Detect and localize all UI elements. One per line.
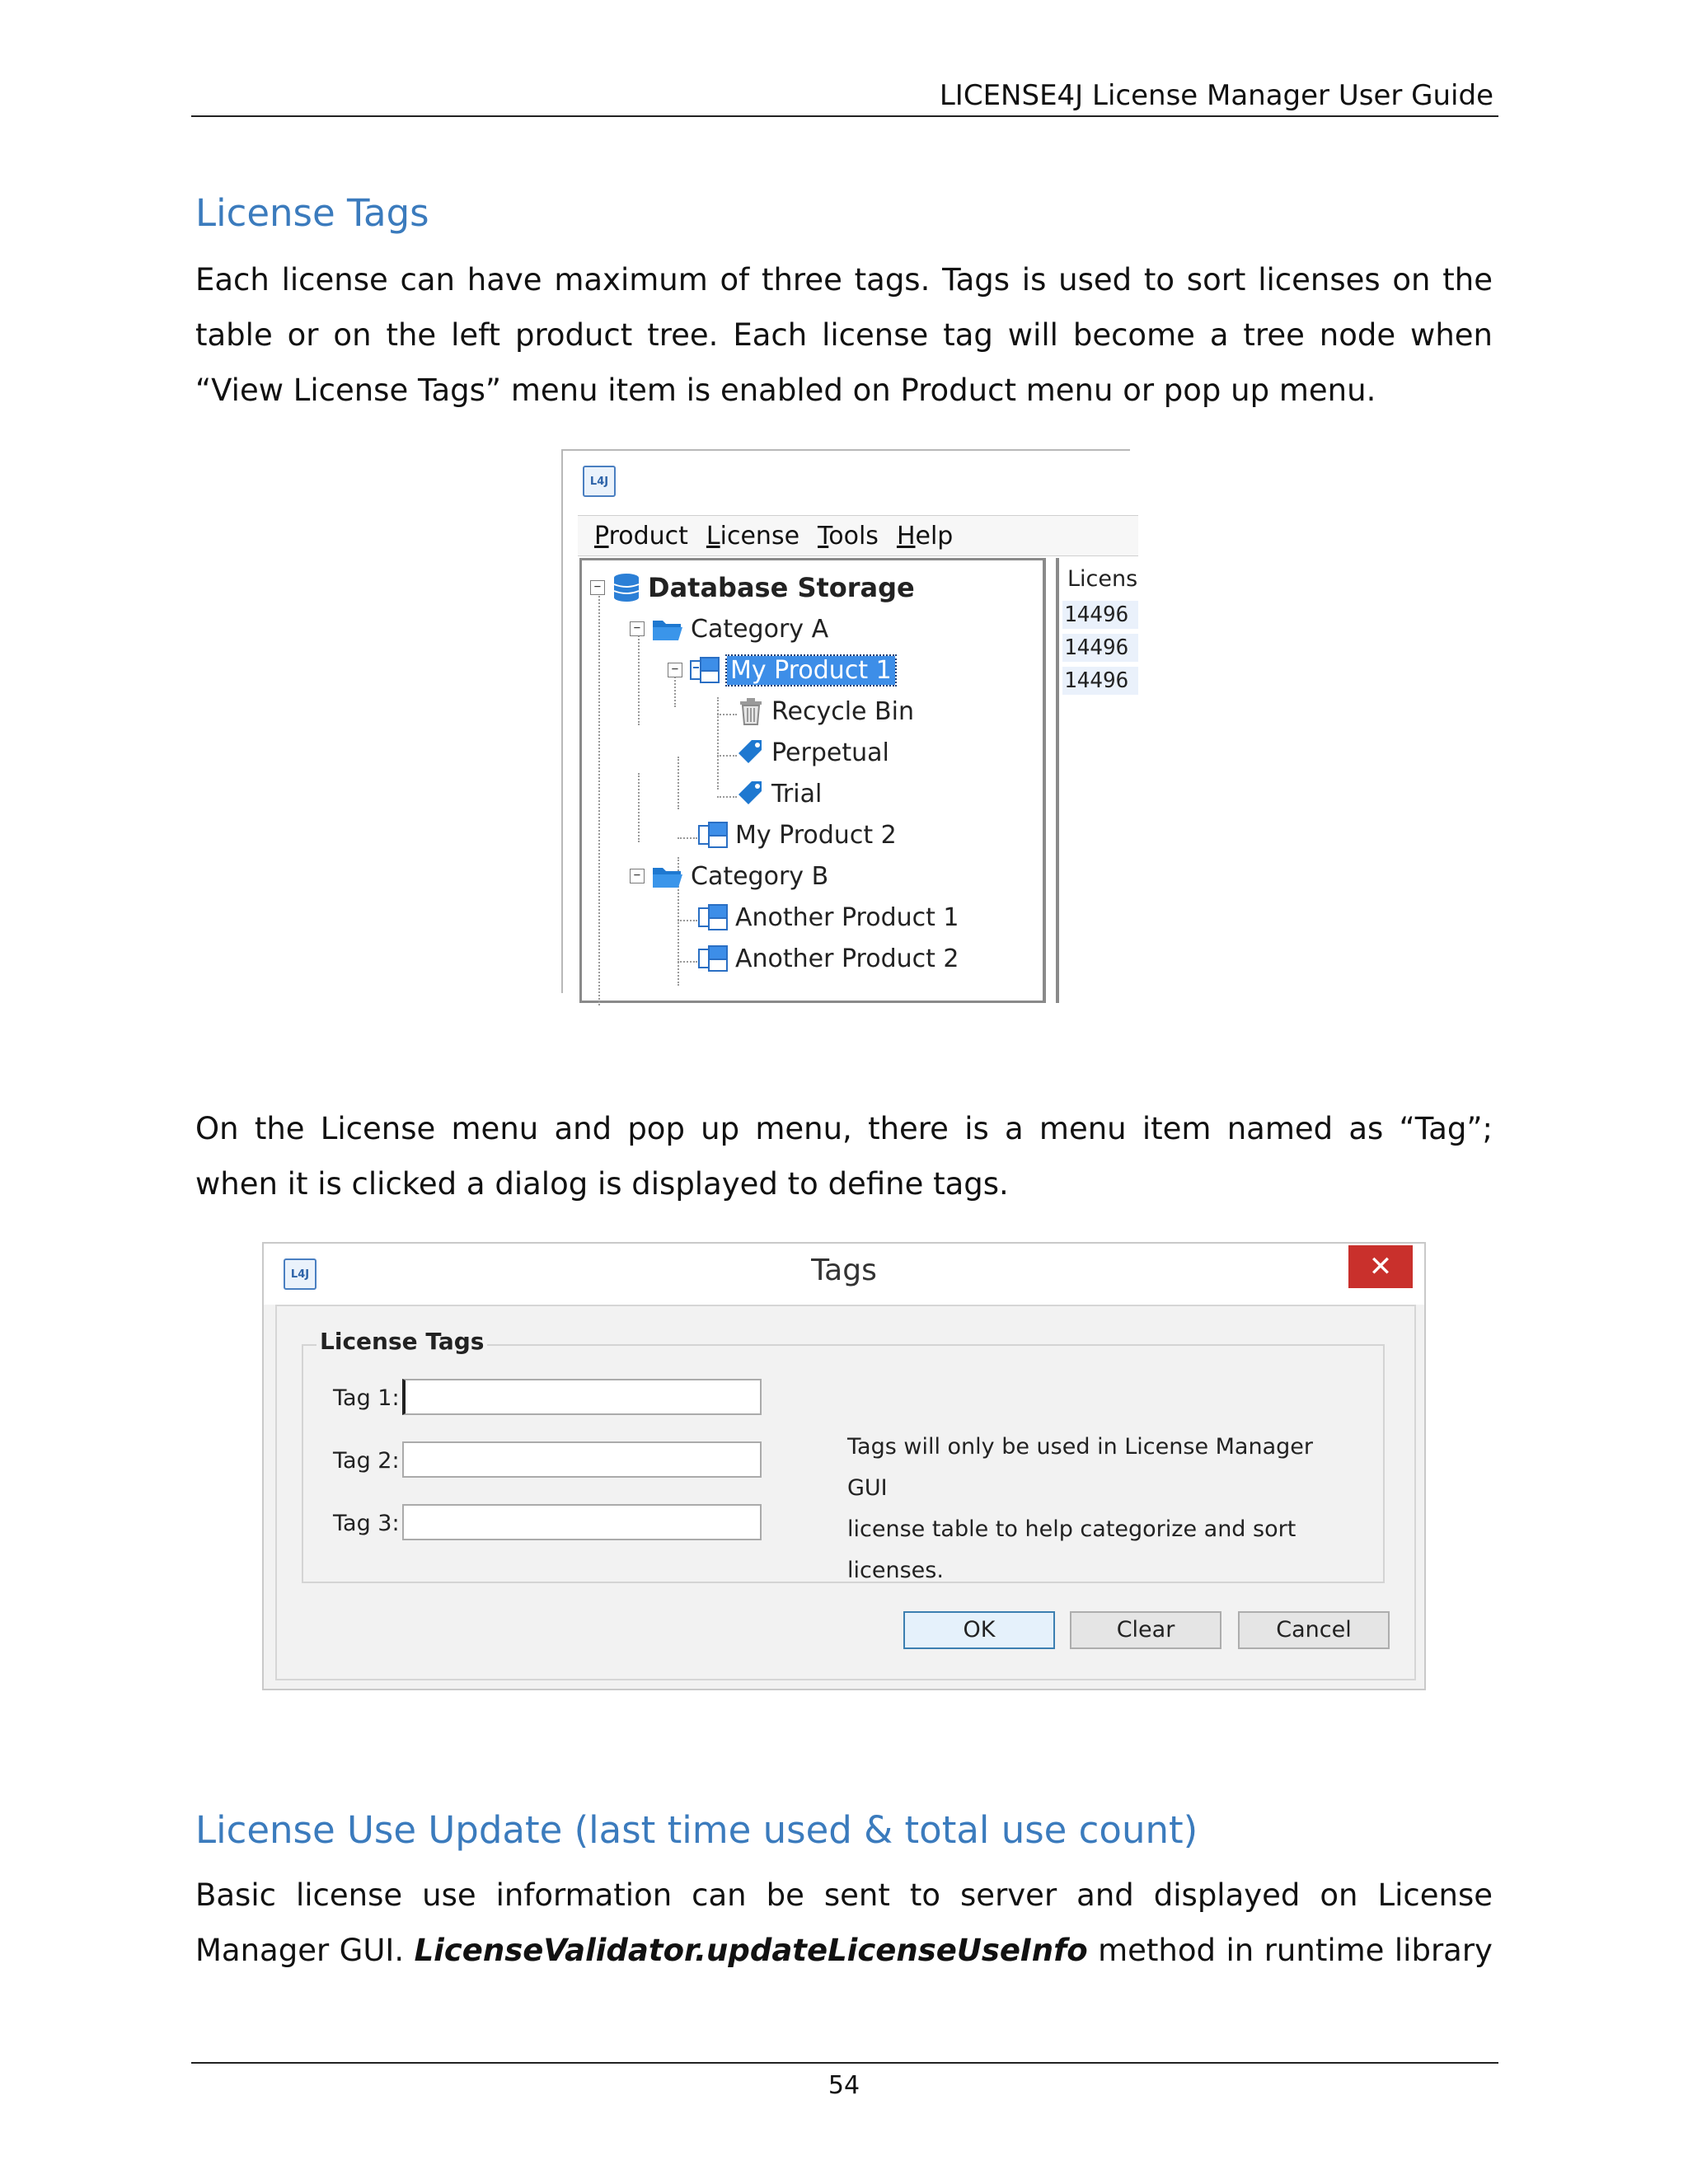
tree-connector — [678, 961, 697, 963]
tree-node-another-product-1[interactable] — [697, 898, 959, 936]
paragraph-line: “View License Tags” menu item is enabled on Product menu or pop up menu. — [195, 373, 1376, 408]
paragraph-line — [195, 1923, 1493, 1978]
code-method-name: LicenseValidator.updateLicenseUseInfo — [414, 1933, 1088, 1968]
paragraph-line: Each license can have maximum of three tags. Tags is used to sort licenses on the — [195, 262, 1493, 298]
collapse-icon[interactable]: − — [668, 663, 682, 677]
tree-node-label: Another Product 2 — [735, 944, 959, 973]
tree-connector — [598, 593, 600, 1005]
paragraph-tag-menu — [195, 1101, 1493, 1212]
tree-node-label: Another Product 1 — [735, 902, 959, 932]
tree-connector — [678, 757, 679, 809]
tag-icon — [737, 780, 765, 808]
paragraph-line: table or on the left product tree. Each license tag will become a tree node when — [195, 317, 1493, 353]
table-row[interactable]: 14496 — [1062, 601, 1138, 629]
clear-button[interactable]: Clear — [1070, 1611, 1221, 1649]
collapse-icon[interactable]: − — [590, 580, 605, 595]
page-number: 54 — [828, 2071, 860, 2100]
page-header-title: LICENSE4J License Manager User Guide — [939, 79, 1493, 112]
folder-open-icon — [651, 863, 684, 889]
dialog-title: Tags — [811, 1254, 877, 1287]
tag-icon — [737, 738, 765, 766]
paragraph-word: in — [1226, 1933, 1254, 1968]
paragraph-line: On the License menu and pop up menu, there is a menu item named as “Tag”; — [195, 1111, 1493, 1146]
help-line: license table to help categorize and sort licenses. — [847, 1516, 1296, 1583]
tag3-label: Tag 3: — [333, 1511, 400, 1536]
ok-button[interactable]: OK — [903, 1611, 1055, 1649]
recycle-bin-icon — [737, 696, 765, 726]
tree-node-label: Database Storage — [648, 572, 915, 603]
license-manager-screenshot — [561, 449, 1138, 993]
license-tags-group — [302, 1328, 1385, 1583]
table-row[interactable]: 14496 — [1062, 667, 1138, 695]
paragraph-line: when it is clicked a dialog is displayed to define tags. — [195, 1166, 1009, 1202]
table-row[interactable]: 14496 — [1062, 634, 1138, 662]
page-footer-rule — [191, 2062, 1498, 2064]
dialog-titlebar — [264, 1244, 1424, 1305]
tree-node-category-a[interactable] — [630, 610, 828, 648]
paragraph-word: method — [1098, 1933, 1216, 1968]
tree-connector — [678, 837, 697, 839]
tree-node-perpetual[interactable] — [737, 733, 889, 771]
paragraph-word: library — [1394, 1933, 1493, 1968]
tags-help-text — [847, 1427, 1358, 1591]
tree-node-trial[interactable] — [737, 775, 822, 813]
section-heading-license-use-update: License Use Update (last time used & total use count) — [195, 1808, 1198, 1852]
tree-node-label: My Product 2 — [735, 820, 897, 850]
paragraph-license-tags — [195, 252, 1493, 418]
menu-bar — [578, 515, 1138, 556]
app-logo-icon: L4J — [583, 466, 616, 497]
dialog-body — [275, 1305, 1416, 1680]
tree-node-category-b[interactable] — [630, 857, 828, 895]
paragraph-license-use-update — [195, 1868, 1493, 1978]
close-button[interactable] — [1348, 1245, 1413, 1288]
tag1-input[interactable] — [402, 1379, 762, 1415]
tree-connector — [717, 755, 737, 757]
tree-node-label: My Product 1 — [727, 656, 895, 685]
product-tree — [579, 558, 1046, 1003]
tree-node-database-storage[interactable] — [590, 569, 915, 607]
product-icon — [689, 656, 720, 684]
menu-tools[interactable]: Tools — [818, 521, 879, 551]
license-table — [1056, 558, 1142, 1003]
tag3-input[interactable] — [402, 1504, 762, 1540]
tree-connector — [638, 773, 640, 842]
tree-connector — [717, 714, 737, 715]
tree-node-label: Recycle Bin — [771, 696, 914, 726]
paragraph-line: Basic license use information can be sent to server and displayed on License — [195, 1877, 1493, 1913]
page-header — [191, 76, 1498, 117]
product-icon — [697, 903, 729, 931]
database-icon — [612, 572, 641, 603]
product-icon — [697, 821, 729, 849]
help-line: Tags will only be used in License Manager GUI — [847, 1434, 1313, 1501]
tree-node-label: Category B — [691, 861, 829, 891]
tag2-input[interactable] — [402, 1441, 762, 1478]
tree-node-my-product-1[interactable] — [668, 651, 895, 689]
app-logo-icon: L4J — [284, 1258, 316, 1290]
close-icon: ✕ — [1368, 1250, 1393, 1283]
menu-product[interactable]: Product — [594, 521, 688, 551]
section-heading-license-tags: License Tags — [195, 191, 429, 235]
group-title: License Tags — [316, 1328, 487, 1355]
collapse-icon[interactable]: − — [630, 621, 645, 636]
menu-license[interactable]: License — [706, 521, 800, 551]
tag2-label: Tag 2: — [333, 1448, 400, 1474]
menu-help[interactable]: Help — [896, 521, 954, 551]
table-header[interactable]: Licens — [1067, 566, 1138, 592]
tree-connector — [717, 796, 737, 798]
cancel-button[interactable]: Cancel — [1238, 1611, 1390, 1649]
tree-node-my-product-2[interactable] — [697, 816, 897, 854]
tree-node-label: Perpetual — [771, 738, 889, 767]
tag1-label: Tag 1: — [333, 1385, 400, 1411]
paragraph-word: runtime — [1264, 1933, 1385, 1968]
tree-node-label: Category A — [691, 614, 829, 644]
tags-dialog — [262, 1242, 1426, 1690]
paragraph-word: Manager — [195, 1933, 330, 1968]
tree-node-recycle-bin[interactable] — [737, 692, 914, 730]
tree-node-another-product-2[interactable] — [697, 940, 959, 977]
folder-open-icon — [651, 616, 684, 642]
tree-connector — [678, 920, 697, 921]
collapse-icon[interactable]: − — [630, 869, 645, 883]
tree-connector — [717, 697, 719, 790]
product-icon — [697, 944, 729, 972]
tree-node-label: Trial — [771, 779, 823, 808]
paragraph-word: GUI. — [339, 1933, 405, 1968]
